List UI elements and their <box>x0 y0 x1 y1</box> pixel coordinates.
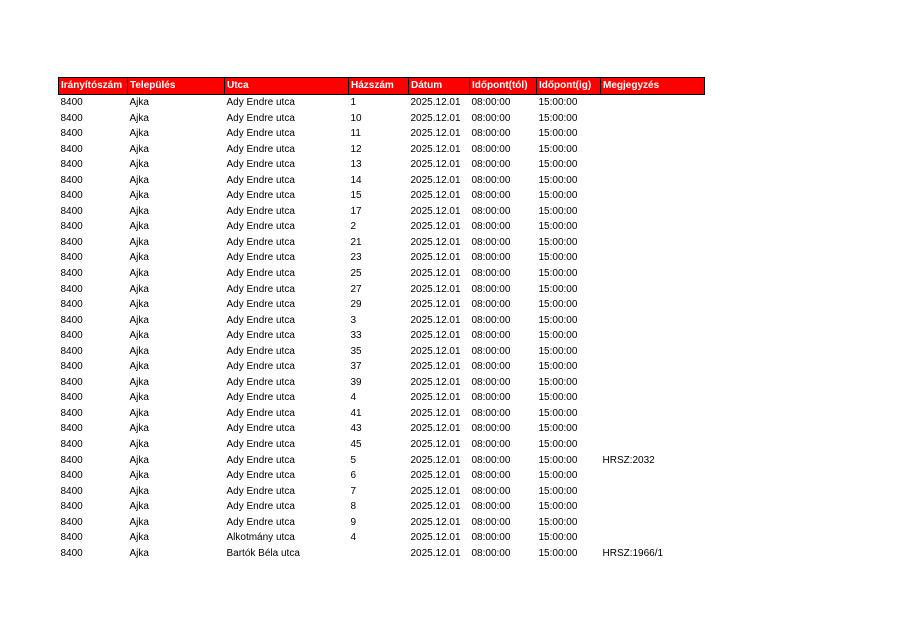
cell-telepules: Ajka <box>129 283 149 295</box>
cell-utca: Ady Endre utca <box>226 190 295 202</box>
header-idopont-tol: Időpont(tól) <box>470 78 537 95</box>
cell-datum: 2025.12.01 <box>410 485 461 497</box>
schedule-table <box>58 77 705 561</box>
cell-hazszam: 17 <box>350 205 362 217</box>
cell-telepules: Ajka <box>129 532 149 544</box>
cell-utca: Ady Endre utca <box>226 252 295 264</box>
header-datum: Dátum <box>409 78 470 95</box>
cell-iranyitoszam: 8400 <box>60 221 83 233</box>
header-idopont-ig: Időpont(ig) <box>537 78 601 95</box>
table-row <box>59 235 705 251</box>
cell-idopont-tol: 08:00:00 <box>471 97 511 108</box>
cell-datum: 2025.12.01 <box>410 221 461 233</box>
cell-hazszam: 27 <box>350 283 362 295</box>
cell-utca: Ady Endre utca <box>226 159 295 171</box>
cell-utca: Ady Endre utca <box>226 236 295 248</box>
cell-utca: Ady Endre utca <box>226 439 295 451</box>
cell-hazszam: 9 <box>350 516 357 528</box>
cell-idopont-ig: 15:00:00 <box>538 361 578 373</box>
cell-idopont-ig: 15:00:00 <box>538 547 578 559</box>
cell-telepules: Ajka <box>129 112 149 124</box>
cell-idopont-tol: 08:00:00 <box>471 439 511 451</box>
cell-datum: 2025.12.01 <box>410 174 461 186</box>
cell-idopont-tol: 08:00:00 <box>471 454 511 466</box>
cell-datum: 2025.12.01 <box>410 314 461 326</box>
cell-idopont-tol: 08:00:00 <box>471 112 511 124</box>
cell-datum: 2025.12.01 <box>410 439 461 451</box>
cell-telepules: Ajka <box>129 516 149 528</box>
cell-idopont-tol: 08:00:00 <box>471 470 511 482</box>
table-row <box>59 188 705 204</box>
cell-megjegyzes <box>601 375 705 391</box>
cell-iranyitoszam: 8400 <box>60 423 83 435</box>
cell-datum: 2025.12.01 <box>410 190 461 202</box>
cell-utca: Ady Endre utca <box>226 501 295 513</box>
cell-idopont-ig: 15:00:00 <box>538 174 578 186</box>
cell-iranyitoszam: 8400 <box>60 376 83 388</box>
table-row <box>59 157 705 173</box>
cell-datum: 2025.12.01 <box>410 470 461 482</box>
header-row <box>59 78 705 95</box>
cell-idopont-ig: 15:00:00 <box>538 501 578 513</box>
cell-telepules: Ajka <box>129 252 149 264</box>
cell-telepules: Ajka <box>129 205 149 217</box>
table-row <box>59 359 705 375</box>
cell-iranyitoszam: 8400 <box>60 97 83 108</box>
cell-iranyitoszam: 8400 <box>60 299 83 311</box>
cell-megjegyzes <box>601 359 705 375</box>
table-row <box>59 297 705 313</box>
cell-idopont-ig: 15:00:00 <box>538 516 578 528</box>
table-row <box>59 515 705 531</box>
cell-iranyitoszam: 8400 <box>60 283 83 295</box>
cell-iranyitoszam: 8400 <box>60 268 83 280</box>
cell-hazszam: 8 <box>350 501 357 513</box>
cell-telepules: Ajka <box>129 159 149 171</box>
cell-idopont-tol: 08:00:00 <box>471 314 511 326</box>
cell-datum: 2025.12.01 <box>410 547 461 559</box>
cell-telepules: Ajka <box>129 361 149 373</box>
cell-telepules: Ajka <box>129 314 149 326</box>
cell-megjegyzes <box>601 437 705 453</box>
cell-hazszam: 2 <box>350 221 357 233</box>
cell-idopont-tol: 08:00:00 <box>471 190 511 202</box>
table-row <box>59 484 705 500</box>
cell-hazszam: 4 <box>350 392 357 404</box>
cell-datum: 2025.12.01 <box>410 205 461 217</box>
cell-megjegyzes <box>601 126 705 142</box>
cell-hazszam: 4 <box>350 532 357 544</box>
table-row <box>59 250 705 266</box>
cell-datum: 2025.12.01 <box>410 252 461 264</box>
table-row <box>59 328 705 344</box>
cell-telepules: Ajka <box>129 143 149 155</box>
cell-telepules: Ajka <box>129 501 149 513</box>
cell-hazszam: 15 <box>350 190 362 202</box>
cell-hazszam: 13 <box>350 159 362 171</box>
cell-idopont-tol: 08:00:00 <box>471 532 511 544</box>
cell-idopont-tol: 08:00:00 <box>471 268 511 280</box>
cell-telepules: Ajka <box>129 454 149 466</box>
cell-utca: Alkotmány utca <box>226 532 295 544</box>
cell-iranyitoszam: 8400 <box>60 361 83 373</box>
cell-iranyitoszam: 8400 <box>60 174 83 186</box>
cell-utca: Bartók Béla utca <box>226 547 300 559</box>
cell-utca: Ady Endre utca <box>226 423 295 435</box>
cell-utca: Ady Endre utca <box>226 392 295 404</box>
cell-idopont-ig: 15:00:00 <box>538 330 578 342</box>
cell-utca: Ady Endre utca <box>226 221 295 233</box>
cell-utca: Ady Endre utca <box>226 283 295 295</box>
table-row <box>59 344 705 360</box>
table-row <box>59 499 705 515</box>
table-row <box>59 468 705 484</box>
table-row <box>59 375 705 391</box>
cell-utca: Ady Endre utca <box>226 470 295 482</box>
cell-datum: 2025.12.01 <box>410 330 461 342</box>
cell-idopont-tol: 08:00:00 <box>471 407 511 419</box>
cell-utca: Ady Endre utca <box>226 454 295 466</box>
header-iranyitoszam: Irányítószám <box>59 78 128 95</box>
cell-idopont-ig: 15:00:00 <box>538 205 578 217</box>
cell-iranyitoszam: 8400 <box>60 345 83 357</box>
cell-idopont-tol: 08:00:00 <box>471 128 511 140</box>
table-row <box>59 126 705 142</box>
header-megjegyzes: Megjegyzés <box>601 78 705 95</box>
cell-hazszam: 12 <box>350 143 362 155</box>
cell-idopont-tol: 08:00:00 <box>471 159 511 171</box>
table-row <box>59 530 705 546</box>
cell-megjegyzes <box>601 95 705 111</box>
cell-datum: 2025.12.01 <box>410 143 461 155</box>
cell-iranyitoszam: 8400 <box>60 532 83 544</box>
cell-telepules: Ajka <box>129 407 149 419</box>
cell-idopont-ig: 15:00:00 <box>538 454 578 466</box>
cell-iranyitoszam: 8400 <box>60 128 83 140</box>
cell-datum: 2025.12.01 <box>410 236 461 248</box>
cell-hazszam <box>349 546 409 562</box>
cell-hazszam: 25 <box>350 268 362 280</box>
cell-idopont-tol: 08:00:00 <box>471 361 511 373</box>
cell-datum: 2025.12.01 <box>410 361 461 373</box>
table-row <box>59 406 705 422</box>
cell-utca: Ady Endre utca <box>226 143 295 155</box>
cell-datum: 2025.12.01 <box>410 159 461 171</box>
cell-utca: Ady Endre utca <box>226 299 295 311</box>
cell-utca: Ady Endre utca <box>226 361 295 373</box>
cell-megjegyzes <box>601 282 705 298</box>
cell-iranyitoszam: 8400 <box>60 252 83 264</box>
cell-iranyitoszam: 8400 <box>60 236 83 248</box>
cell-idopont-ig: 15:00:00 <box>538 143 578 155</box>
cell-iranyitoszam: 8400 <box>60 485 83 497</box>
cell-megjegyzes <box>601 235 705 251</box>
cell-iranyitoszam: 8400 <box>60 190 83 202</box>
cell-megjegyzes: HRSZ:2032 <box>602 454 655 466</box>
table-row <box>59 390 705 406</box>
cell-hazszam: 6 <box>350 470 357 482</box>
cell-iranyitoszam: 8400 <box>60 143 83 155</box>
cell-megjegyzes <box>601 219 705 235</box>
table-header <box>59 78 705 95</box>
cell-utca: Ady Endre utca <box>226 97 295 108</box>
cell-telepules: Ajka <box>129 376 149 388</box>
cell-idopont-ig: 15:00:00 <box>538 423 578 435</box>
cell-iranyitoszam: 8400 <box>60 454 83 466</box>
cell-megjegyzes <box>601 484 705 500</box>
cell-telepules: Ajka <box>129 190 149 202</box>
cell-idopont-ig: 15:00:00 <box>538 439 578 451</box>
cell-hazszam: 43 <box>350 423 362 435</box>
cell-idopont-ig: 15:00:00 <box>538 268 578 280</box>
cell-hazszam: 1 <box>350 97 357 108</box>
table-row <box>59 219 705 235</box>
cell-megjegyzes <box>601 344 705 360</box>
cell-telepules: Ajka <box>129 128 149 140</box>
cell-megjegyzes <box>601 266 705 282</box>
cell-megjegyzes <box>601 250 705 266</box>
cell-datum: 2025.12.01 <box>410 516 461 528</box>
cell-idopont-ig: 15:00:00 <box>538 252 578 264</box>
cell-utca: Ady Endre utca <box>226 330 295 342</box>
cell-idopont-tol: 08:00:00 <box>471 547 511 559</box>
header-hazszam: Házszám <box>349 78 409 95</box>
cell-idopont-tol: 08:00:00 <box>471 485 511 497</box>
cell-iranyitoszam: 8400 <box>60 547 83 559</box>
cell-utca: Ady Endre utca <box>226 314 295 326</box>
cell-megjegyzes <box>601 328 705 344</box>
cell-iranyitoszam: 8400 <box>60 516 83 528</box>
cell-idopont-ig: 15:00:00 <box>538 112 578 124</box>
cell-hazszam: 7 <box>350 485 357 497</box>
table-row <box>59 95 705 111</box>
cell-telepules: Ajka <box>129 470 149 482</box>
cell-idopont-tol: 08:00:00 <box>471 330 511 342</box>
cell-datum: 2025.12.01 <box>410 376 461 388</box>
cell-idopont-ig: 15:00:00 <box>538 485 578 497</box>
cell-idopont-ig: 15:00:00 <box>538 97 578 108</box>
cell-idopont-ig: 15:00:00 <box>538 345 578 357</box>
cell-datum: 2025.12.01 <box>410 501 461 513</box>
cell-idopont-tol: 08:00:00 <box>471 423 511 435</box>
cell-hazszam: 23 <box>350 252 362 264</box>
cell-datum: 2025.12.01 <box>410 283 461 295</box>
cell-hazszam: 37 <box>350 361 362 373</box>
cell-idopont-ig: 15:00:00 <box>538 392 578 404</box>
cell-idopont-tol: 08:00:00 <box>471 516 511 528</box>
cell-megjegyzes <box>601 530 705 546</box>
cell-datum: 2025.12.01 <box>410 112 461 124</box>
cell-telepules: Ajka <box>129 221 149 233</box>
cell-telepules: Ajka <box>129 299 149 311</box>
cell-iranyitoszam: 8400 <box>60 314 83 326</box>
cell-megjegyzes <box>601 173 705 189</box>
cell-iranyitoszam: 8400 <box>60 112 83 124</box>
cell-iranyitoszam: 8400 <box>60 470 83 482</box>
cell-utca: Ady Endre utca <box>226 205 295 217</box>
cell-telepules: Ajka <box>129 485 149 497</box>
cell-datum: 2025.12.01 <box>410 345 461 357</box>
cell-datum: 2025.12.01 <box>410 454 461 466</box>
cell-datum: 2025.12.01 <box>410 423 461 435</box>
cell-hazszam: 45 <box>350 439 362 451</box>
table-body <box>59 95 705 562</box>
cell-megjegyzes <box>601 468 705 484</box>
cell-iranyitoszam: 8400 <box>60 439 83 451</box>
table-row <box>59 173 705 189</box>
schedule-sheet <box>58 77 704 561</box>
header-utca: Utca <box>225 78 349 95</box>
cell-hazszam: 29 <box>350 299 362 311</box>
cell-idopont-ig: 15:00:00 <box>538 221 578 233</box>
table-row <box>59 111 705 127</box>
cell-idopont-tol: 08:00:00 <box>471 345 511 357</box>
cell-iranyitoszam: 8400 <box>60 159 83 171</box>
cell-iranyitoszam: 8400 <box>60 407 83 419</box>
cell-idopont-tol: 08:00:00 <box>471 205 511 217</box>
cell-idopont-tol: 08:00:00 <box>471 376 511 388</box>
cell-idopont-ig: 15:00:00 <box>538 407 578 419</box>
cell-idopont-ig: 15:00:00 <box>538 376 578 388</box>
cell-idopont-tol: 08:00:00 <box>471 143 511 155</box>
cell-idopont-ig: 15:00:00 <box>538 159 578 171</box>
cell-telepules: Ajka <box>129 345 149 357</box>
cell-telepules: Ajka <box>129 236 149 248</box>
cell-idopont-tol: 08:00:00 <box>471 236 511 248</box>
header-telepules: Település <box>128 78 225 95</box>
cell-idopont-tol: 08:00:00 <box>471 299 511 311</box>
table-row <box>59 282 705 298</box>
cell-utca: Ady Endre utca <box>226 268 295 280</box>
cell-telepules: Ajka <box>129 439 149 451</box>
cell-hazszam: 21 <box>350 236 362 248</box>
cell-hazszam: 5 <box>350 454 357 466</box>
table-row <box>59 204 705 220</box>
cell-idopont-tol: 08:00:00 <box>471 252 511 264</box>
cell-megjegyzes <box>601 313 705 329</box>
cell-megjegyzes <box>601 297 705 313</box>
cell-telepules: Ajka <box>129 330 149 342</box>
cell-utca: Ady Endre utca <box>226 112 295 124</box>
cell-hazszam: 14 <box>350 174 362 186</box>
table-row <box>59 437 705 453</box>
cell-utca: Ady Endre utca <box>226 174 295 186</box>
cell-hazszam: 3 <box>350 314 357 326</box>
cell-idopont-ig: 15:00:00 <box>538 470 578 482</box>
cell-telepules: Ajka <box>129 174 149 186</box>
cell-utca: Ady Endre utca <box>226 516 295 528</box>
cell-megjegyzes <box>601 204 705 220</box>
cell-utca: Ady Endre utca <box>226 345 295 357</box>
cell-megjegyzes <box>601 157 705 173</box>
cell-idopont-tol: 08:00:00 <box>471 174 511 186</box>
cell-idopont-ig: 15:00:00 <box>538 283 578 295</box>
cell-datum: 2025.12.01 <box>410 128 461 140</box>
table-row <box>59 546 705 562</box>
cell-utca: Ady Endre utca <box>226 407 295 419</box>
table-row <box>59 313 705 329</box>
cell-hazszam: 41 <box>350 407 362 419</box>
cell-megjegyzes <box>601 499 705 515</box>
cell-idopont-tol: 08:00:00 <box>471 283 511 295</box>
cell-utca: Ady Endre utca <box>226 376 295 388</box>
cell-megjegyzes <box>601 188 705 204</box>
cell-idopont-ig: 15:00:00 <box>538 314 578 326</box>
cell-datum: 2025.12.01 <box>410 268 461 280</box>
cell-hazszam: 11 <box>350 128 361 140</box>
cell-datum: 2025.12.01 <box>410 532 461 544</box>
cell-utca: Ady Endre utca <box>226 128 295 140</box>
cell-iranyitoszam: 8400 <box>60 205 83 217</box>
cell-hazszam: 10 <box>350 112 362 124</box>
cell-megjegyzes <box>601 390 705 406</box>
cell-idopont-ig: 15:00:00 <box>538 236 578 248</box>
cell-datum: 2025.12.01 <box>410 299 461 311</box>
cell-idopont-tol: 08:00:00 <box>471 392 511 404</box>
cell-telepules: Ajka <box>129 268 149 280</box>
cell-megjegyzes: HRSZ:1966/1 <box>602 547 664 559</box>
cell-telepules: Ajka <box>129 423 149 435</box>
cell-hazszam: 35 <box>350 345 362 357</box>
cell-idopont-ig: 15:00:00 <box>538 190 578 202</box>
table-row <box>59 266 705 282</box>
cell-datum: 2025.12.01 <box>410 392 461 404</box>
table-row <box>59 421 705 437</box>
cell-hazszam: 33 <box>350 330 362 342</box>
cell-datum: 2025.12.01 <box>410 97 461 108</box>
cell-megjegyzes <box>601 515 705 531</box>
cell-idopont-ig: 15:00:00 <box>538 299 578 311</box>
cell-megjegyzes <box>601 406 705 422</box>
cell-telepules: Ajka <box>129 97 149 108</box>
table-row <box>59 142 705 158</box>
cell-megjegyzes <box>601 111 705 127</box>
cell-idopont-ig: 15:00:00 <box>538 128 578 140</box>
cell-telepules: Ajka <box>129 547 149 559</box>
cell-iranyitoszam: 8400 <box>60 330 83 342</box>
cell-utca: Ady Endre utca <box>226 485 295 497</box>
cell-hazszam: 39 <box>350 376 362 388</box>
cell-idopont-ig: 15:00:00 <box>538 532 578 544</box>
cell-megjegyzes <box>601 142 705 158</box>
cell-iranyitoszam: 8400 <box>60 392 83 404</box>
cell-idopont-tol: 08:00:00 <box>471 221 511 233</box>
cell-megjegyzes <box>601 421 705 437</box>
cell-telepules: Ajka <box>129 392 149 404</box>
table-row <box>59 453 705 469</box>
cell-datum: 2025.12.01 <box>410 407 461 419</box>
cell-iranyitoszam: 8400 <box>60 501 83 513</box>
cell-idopont-tol: 08:00:00 <box>471 501 511 513</box>
